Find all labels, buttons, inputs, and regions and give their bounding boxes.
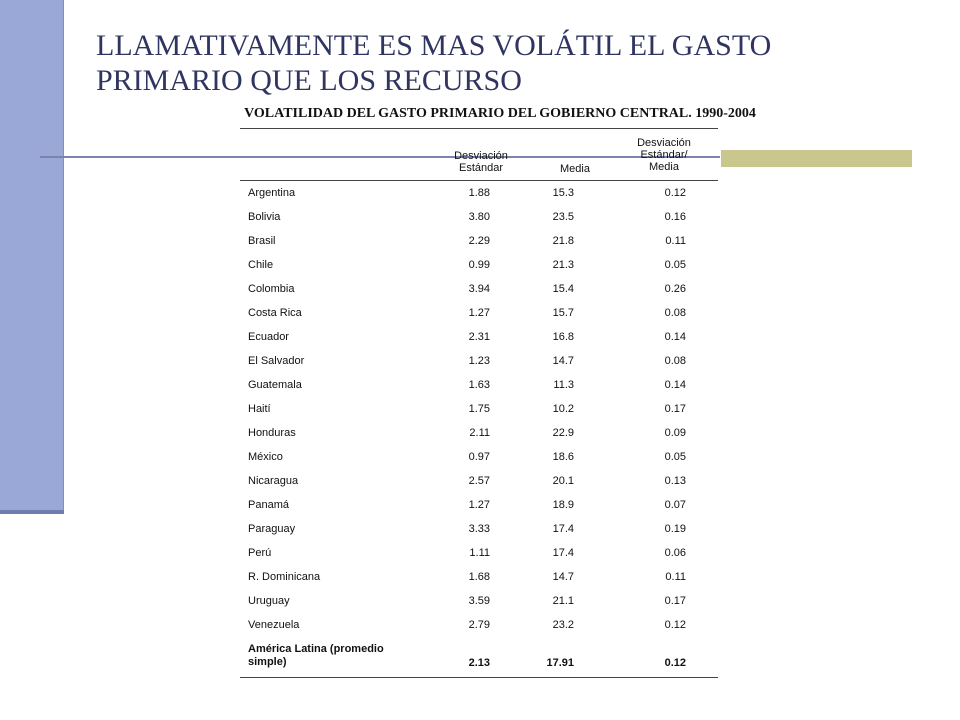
row-country: Haití [248, 403, 271, 415]
table-bottom-border [240, 677, 718, 678]
row-country: Perú [248, 547, 272, 559]
row-mean: 20.1 [552, 475, 574, 487]
slide-title [96, 28, 916, 98]
row-country: El Salvador [248, 355, 305, 367]
row-ratio: 0.17 [664, 595, 686, 607]
row-ratio: 0.09 [664, 427, 686, 439]
row-mean: 21.8 [552, 235, 574, 247]
table-row [240, 542, 718, 566]
row-std: 1.63 [468, 379, 490, 391]
row-country: Paraguay [248, 523, 296, 535]
table-row [240, 278, 718, 302]
row-mean: 23.5 [552, 211, 574, 223]
row-std: 1.88 [468, 187, 490, 199]
total-row [240, 640, 718, 676]
row-country: Argentina [248, 187, 296, 199]
decorative-horizontal-rule [40, 156, 720, 158]
table-row [240, 206, 718, 230]
row-mean: 18.6 [552, 451, 574, 463]
table-row [240, 614, 718, 638]
row-ratio: 0.11 [665, 235, 686, 247]
table-row [240, 494, 718, 518]
total-std: 2.13 [468, 657, 490, 669]
row-country: Uruguay [248, 595, 290, 607]
row-ratio: 0.06 [664, 547, 686, 559]
row-mean: 16.8 [552, 331, 574, 343]
table-top-border [240, 128, 718, 129]
row-mean: 15.3 [552, 187, 574, 199]
row-country: R. Dominicana [248, 571, 321, 583]
row-ratio: 0.07 [664, 499, 686, 511]
slide-title-line-1: LLAMATIVAMENTE ES MAS VOLÁTIL EL GASTO [96, 29, 772, 62]
table-row [240, 398, 718, 422]
slide-title-line-2: PRIMARIO QUE LOS RECURSO [96, 64, 522, 97]
table-row [240, 230, 718, 254]
row-ratio: 0.05 [664, 259, 686, 271]
decorative-left-bar-shadow [0, 510, 64, 514]
row-ratio: 0.11 [665, 571, 686, 583]
row-std: 2.57 [468, 475, 490, 487]
row-std: 1.11 [469, 547, 490, 559]
row-country: México [248, 451, 283, 463]
row-country: Nicaragua [248, 475, 299, 487]
table-subtitle: VOLATILIDAD DEL GASTO PRIMARIO DEL GOBIERNO CENTRAL. 1990-2004 [244, 106, 756, 121]
total-mean: 17.91 [546, 657, 574, 669]
table-row [240, 350, 718, 374]
row-std: 3.33 [468, 523, 490, 535]
table-row [240, 326, 718, 350]
row-country: Bolivia [248, 211, 281, 223]
row-ratio: 0.12 [664, 619, 686, 631]
row-country: Chile [248, 259, 274, 271]
row-mean: 15.7 [552, 307, 574, 319]
table-row [240, 302, 718, 326]
row-mean: 18.9 [552, 499, 574, 511]
row-country: Costa Rica [248, 307, 302, 319]
table-row [240, 590, 718, 614]
decorative-left-bar [0, 0, 64, 512]
row-std: 3.80 [468, 211, 490, 223]
row-std: 1.75 [468, 403, 490, 415]
row-std: 1.27 [468, 499, 490, 511]
row-std: 3.59 [468, 595, 490, 607]
row-ratio: 0.14 [664, 331, 686, 343]
table-row [240, 566, 718, 590]
row-mean: 11.3 [553, 379, 574, 391]
row-ratio: 0.08 [664, 307, 686, 319]
row-country: Guatemala [248, 379, 302, 391]
row-std: 0.99 [468, 259, 490, 271]
header-bottom-border [240, 180, 718, 181]
table-row [240, 374, 718, 398]
row-mean: 23.2 [552, 619, 574, 631]
row-mean: 15.4 [552, 283, 574, 295]
header-mean: Media [560, 163, 590, 175]
row-country: Ecuador [248, 331, 289, 343]
row-ratio: 0.08 [664, 355, 686, 367]
row-ratio: 0.05 [664, 451, 686, 463]
row-mean: 10.2 [552, 403, 574, 415]
row-std: 1.68 [468, 571, 490, 583]
row-std: 2.31 [468, 331, 490, 343]
row-country: Venezuela [248, 619, 300, 631]
row-ratio: 0.16 [664, 211, 686, 223]
row-std: 3.94 [468, 283, 490, 295]
row-mean: 22.9 [552, 427, 574, 439]
row-std: 1.27 [468, 307, 490, 319]
row-ratio: 0.14 [664, 379, 686, 391]
row-country: Colombia [248, 283, 295, 295]
table-row [240, 182, 718, 206]
row-ratio: 0.12 [664, 187, 686, 199]
header-ratio: Desviación Estándar/ Media [637, 137, 691, 173]
row-mean: 21.1 [552, 595, 574, 607]
total-label: América Latina (promedio simple) [248, 643, 384, 668]
row-mean: 21.3 [552, 259, 574, 271]
row-std: 2.11 [469, 427, 490, 439]
row-ratio: 0.19 [664, 523, 686, 535]
row-country: Panamá [248, 499, 289, 511]
row-country: Brasil [248, 235, 276, 247]
row-std: 2.29 [468, 235, 490, 247]
row-ratio: 0.17 [664, 403, 686, 415]
row-std: 0.97 [468, 451, 490, 463]
row-country: Honduras [248, 427, 296, 439]
total-ratio: 0.12 [664, 657, 686, 669]
header-std-dev: Desviación Estándar [454, 150, 508, 174]
table-row [240, 446, 718, 470]
row-std: 2.79 [468, 619, 490, 631]
row-std: 1.23 [468, 355, 490, 367]
table-row [240, 518, 718, 542]
row-ratio: 0.26 [664, 283, 686, 295]
decorative-olive-bar [721, 150, 912, 167]
row-mean: 14.7 [552, 355, 574, 367]
table-row [240, 254, 718, 278]
table-row [240, 422, 718, 446]
row-mean: 14.7 [552, 571, 574, 583]
table-row [240, 470, 718, 494]
row-mean: 17.4 [552, 523, 574, 535]
row-ratio: 0.13 [664, 475, 686, 487]
row-mean: 17.4 [552, 547, 574, 559]
